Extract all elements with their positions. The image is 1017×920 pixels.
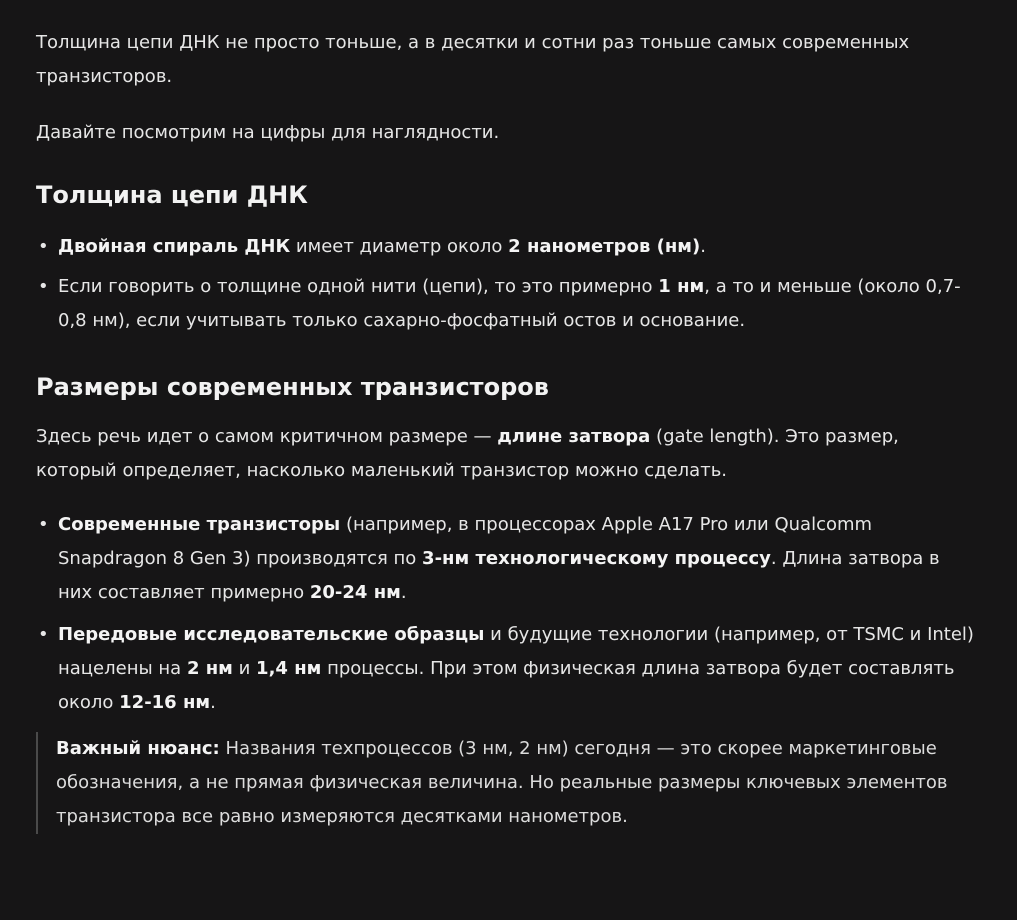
bold-text: 2 нм xyxy=(186,658,233,679)
text: имеет диаметр около xyxy=(290,236,509,257)
bullet-icon: • xyxy=(38,514,49,535)
text: (например, в процессорах Apple A17 Pro или Qualcomm Snapdragon 8 Gen 3) производятся по xyxy=(58,514,873,569)
text: Если говорить о толщине одной нити (цепи), то это примерно xyxy=(58,276,659,297)
list-item xyxy=(36,508,977,610)
text: . xyxy=(210,692,216,713)
bullet-icon: • xyxy=(38,236,49,257)
bold-text: 12-16 нм xyxy=(119,692,211,713)
text: . Длина затвора в них составляет примерно xyxy=(58,548,940,603)
heading-transistor-sizes: Размеры современных транзисторов xyxy=(36,373,549,401)
bold-text: Современные транзисторы xyxy=(58,514,341,535)
text: . xyxy=(400,582,407,603)
paragraph-lead: Давайте посмотрим на цифры для наглядности. xyxy=(36,122,500,143)
note-text: Названия техпроцессов (3 нм, 2 нм) сегодня — это скорее маркетинговые обозначения, а не прямая физическая величина. Но реальные размеры ключевых элементов транзистора все равно измеряются десятками нанометров. xyxy=(56,738,948,827)
text: . xyxy=(700,236,706,257)
dna-list xyxy=(36,230,977,338)
bold-text: 2 нанометров (нм) xyxy=(508,236,701,257)
transistor-list xyxy=(36,508,977,720)
list-item xyxy=(36,618,977,720)
bullet-icon: • xyxy=(38,624,49,645)
bold-text: Двойная спираль ДНК xyxy=(58,236,291,257)
bullet-icon: • xyxy=(38,276,49,297)
list-item xyxy=(36,270,977,338)
text: Здесь речь идет о самом критичном размере — xyxy=(36,426,498,447)
paragraph-gate-length xyxy=(36,420,977,488)
text: (gate length). Это размер, который определяет, насколько маленький транзистор можно сделать. xyxy=(36,426,899,481)
bold-text: Передовые исследовательские образцы xyxy=(58,624,485,645)
bold-text: 3-нм технологическому процессу xyxy=(422,548,771,569)
bold-text: 1,4 нм xyxy=(256,658,322,679)
bold-text: длине затвора xyxy=(497,426,651,447)
text: и будущие технологии (например, от TSMC и Intel) нацелены на xyxy=(58,624,974,679)
bold-text: 20-24 нм xyxy=(309,582,401,603)
paragraph-intro: Толщина цепи ДНК не просто тоньше, а в десятки и сотни раз тоньше самых современных транзисторов. xyxy=(36,32,910,87)
bold-text: 1 нм xyxy=(658,276,705,297)
blockquote-note xyxy=(36,732,977,834)
text: , а то и меньше (около 0,7-0,8 нм), если учитывать только сахарно-фосфатный остов и основание. xyxy=(58,276,961,331)
text: и xyxy=(232,658,257,679)
note-label: Важный нюанс: xyxy=(56,738,220,759)
list-item xyxy=(36,230,977,264)
text: процессы. При этом физическая длина затвора будет составлять около xyxy=(58,658,955,713)
heading-dna-thickness: Толщина цепи ДНК xyxy=(36,181,308,209)
